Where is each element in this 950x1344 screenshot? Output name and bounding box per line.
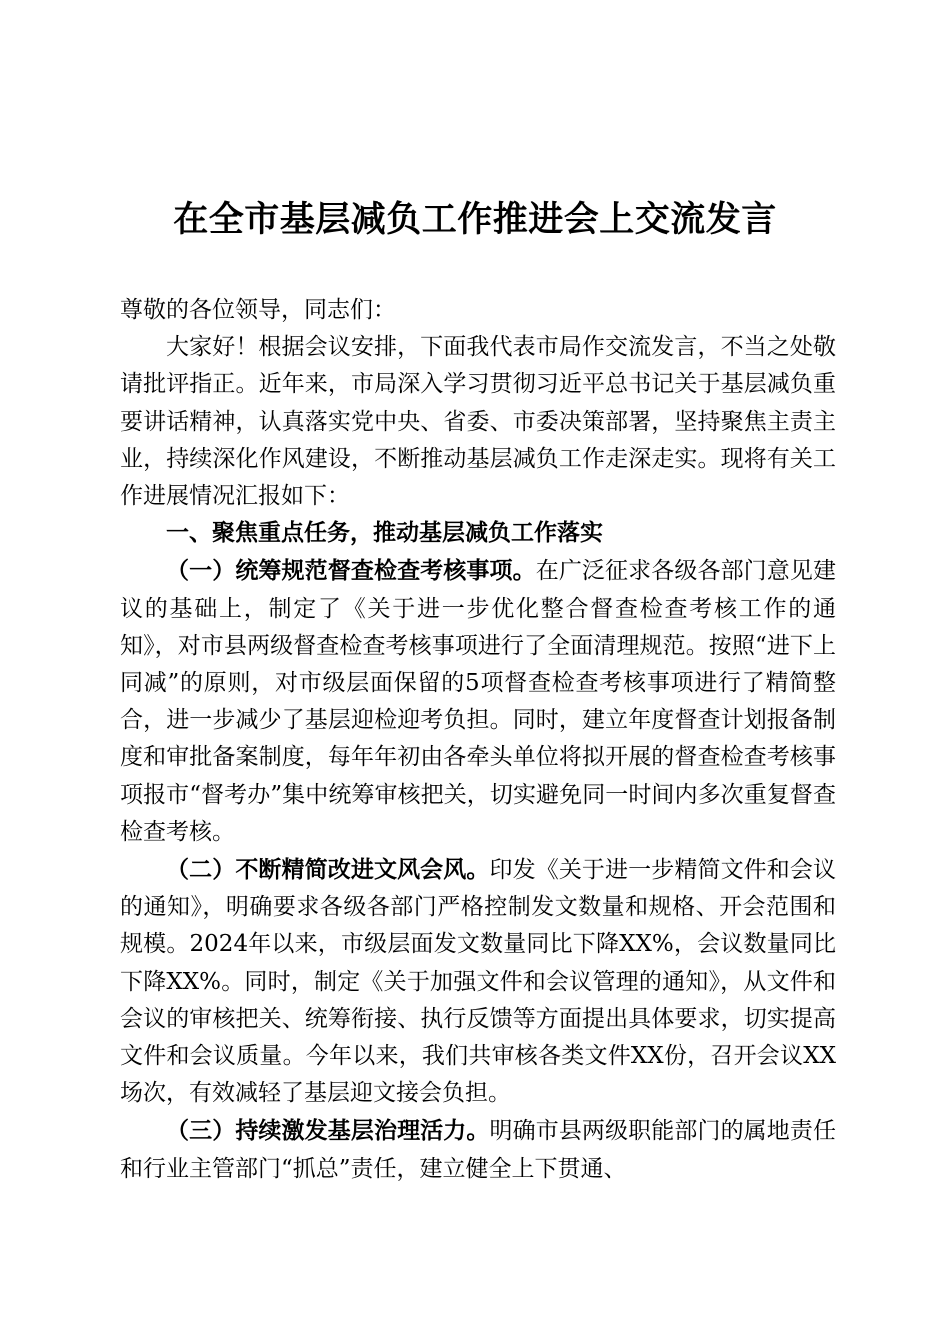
paragraph-lead: （一）统筹规范督查检查考核事项。 [166,557,536,585]
paragraph-item-2 [120,851,836,1112]
paragraph-text: 印发《关于进一步精简文件和会议的通知》，明确要求各级各部门严格控制发文数量和规格、开会范围和规模。2024年以来，市级层面发文数量同比下降XX%，会议数量同比下降XX%。同时，制定《关于加强文件和会议管理的通知》，从文件和会议的审核把关、统筹衔接、执行反馈等方面提出具体要求，切实提高文件和会议质量。今年以来，我们共审核各类文件XX份，召开会议XX场次，有效减轻了基层迎文接会负担。 [120,857,837,1107]
section-heading-1: 一、聚焦重点任务，推动基层减负工作落实 [166,520,603,547]
salutation: 尊敬的各位领导，同志们： [120,297,396,323]
document-title: 在全市基层减负工作推进会上交流发言 [173,199,777,240]
paragraph-item-3 [120,1112,836,1187]
paragraph-lead: （三）持续激发基层治理活力。 [166,1117,490,1145]
paragraph-text: 明确市县两级职能部门的属地责任和行业主管部门“抓总”责任，建立健全上下贯通、 [120,1118,837,1182]
paragraph-item-1 [120,552,836,851]
paragraph-text: 在广泛征求各级各部门意见建议的基础上，制定了《关于进一步优化整合督查检查考核工作的通知》，对市县两级督查检查考核事项进行了全面清理规范。按照“进下上同减”的原则，对市级层面保留的5项督查检查考核事项进行了精简整合，进一步减少了基层迎检迎考负担。同时，建立年度督查计划报备制度和审批备案制度，每年年初由各牵头单位将拟开展的督查检查考核事项报市“督考办”集中统筹审核把关，切实避免同一时间内多次重复督查检查考核。 [120,558,837,845]
paragraph-lead: （二）不断精简改进文风会风。 [166,856,490,884]
intro-paragraph: 大家好！根据会议安排，下面我代表市局作交流发言，不当之处敬请批评指正。近年来，市局深入学习贯彻习近平总书记关于基层减负重要讲话精神，认真落实党中央、省委、市委决策部署，坚持聚焦主责主业，持续深化作风建设，不断推动基层减负工作走深走实。现将有关工作进展情况汇报如下： [120,334,836,510]
document-body [120,292,836,1188]
